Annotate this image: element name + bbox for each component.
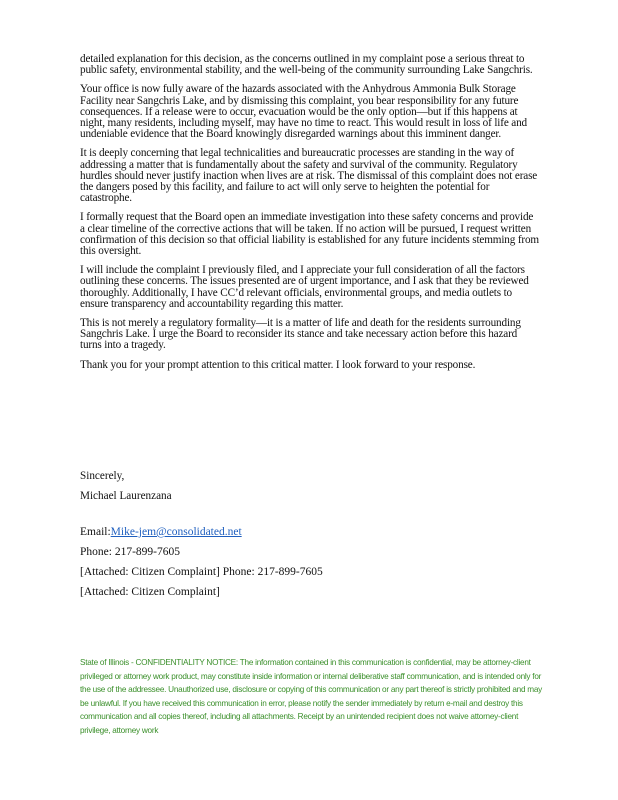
email-label: Email: bbox=[80, 526, 111, 538]
attached-line: [Attached: Citizen Complaint] bbox=[80, 586, 220, 598]
confidentiality-notice: State of Illinois - CONFIDENTIALITY NOTICE: The information contained in this communication is confidential, may be attorney-client privileged or attorney work product, may constitute inside information or internal deliberative staff communication, and is intended only for the use of the addressee. Unauthorized use, disclosure or copying of this communication or any part thereof is strictly prohibited and may be unlawful. If you have received this communication in error, please notify the sender immediately by return e-mail and destroy this communication and all copies thereof, including all attachments. Receipt by an unintended recipient does not waive attorney-client privilege, attorney work bbox=[80, 658, 543, 735]
email-link[interactable]: Mike-jem@consolidated.net bbox=[110, 526, 242, 538]
paragraph-hazards: Your office is now fully aware of the hazards associated with the Anhydrous Ammonia Bulk Storage Facility near Sangchris Lake, and by dismissing this complaint, you bear responsibility for any future consequences. If a release were to occur, evacuation would be the only option—but if this happens at night, many residents, including myself, may have no time to react. This would result in loss of life and undeniable evidence that the Board knowingly disregarded warnings about this imminent danger. bbox=[80, 83, 527, 141]
paragraph-thanks: Thank you for your prompt attention to this critical matter. I look forward to your response. bbox=[80, 358, 476, 371]
paragraph-urge: This is not merely a regulatory formality—it is a matter of life and death for the residents surrounding Sangchris Lake. I urge the Board to reconsider its stance and take necessary action before this hazard turns into a tragedy. bbox=[80, 317, 521, 352]
email-line bbox=[80, 522, 323, 542]
attached-phone-line: [Attached: Citizen Complaint] Phone: 217-899-7605 bbox=[80, 566, 323, 578]
paragraph-request: I formally request that the Board open an immediate investigation into these safety concerns and provide a clear timeline of the corrective actions that will be taken. If no action will be pursued, I request written confirmation of this decision so that official liability is established for any future incidents stemming from this oversight. bbox=[80, 211, 539, 258]
paragraph-explanation: detailed explanation for this decision, as the concerns outlined in my complaint pose a serious threat to public safety, environmental stability, and the well-being of the community surrounding Lake Sangchris. bbox=[80, 53, 533, 77]
paragraph-include-complaint: I will include the complaint I previously filed, and I appreciate your full consideration of all the factors outlining these concerns. The issues presented are of urgent importance, and I ask that they be reviewed thoroughly. Additionally, I have CC’d relevant officials, environmental groups, and media outlets to ensure transparency and accountability regarding this matter. bbox=[80, 264, 529, 310]
closing-salutation: Sincerely, bbox=[80, 470, 125, 482]
paragraph-concern: It is deeply concerning that legal technicalities and bureaucratic processes are standing in the way of addressing a matter that is fundamentally about the safety and survival of the community. Regulatory hurdles should never justify inaction when lives are at risk. The dismissal of this complaint does not erase the dangers posed by this facility, and failure to act will only serve to heighten the potential for catastrophe. bbox=[80, 147, 538, 205]
signature-name: Michael Laurenzana bbox=[80, 490, 172, 502]
phone-line: Phone: 217-899-7605 bbox=[80, 546, 180, 558]
letter-closing bbox=[80, 466, 172, 506]
letter-body bbox=[80, 54, 540, 379]
contact-block bbox=[80, 522, 323, 602]
